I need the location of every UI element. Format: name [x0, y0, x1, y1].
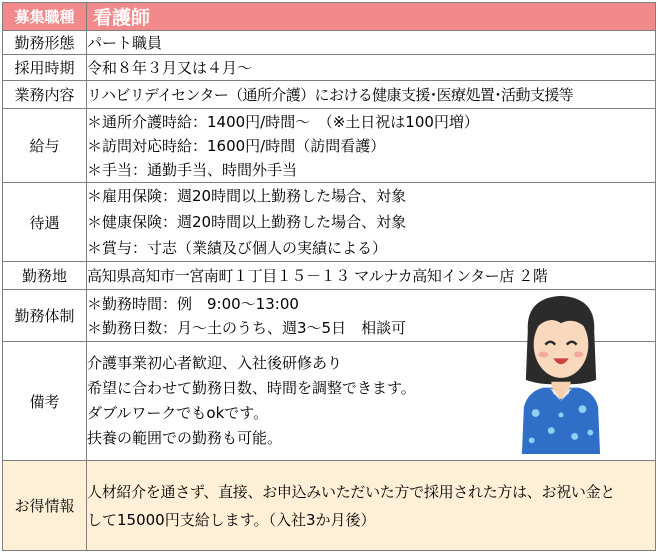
schedule-label: 勤務体制	[3, 290, 87, 342]
benefits-label: 待遇	[3, 183, 87, 262]
location-value: 高知県高知市一宮南町１丁目１５－１３ マルナカ高知インター店 ２階	[87, 262, 656, 290]
salary-line: ＊通所介護時給：1400円/時間～ （※土日祝は100円増）	[87, 112, 479, 131]
job-type-row	[3, 3, 656, 31]
schedule-line: ＊勤務時間：例 9:00～13:00	[87, 294, 299, 313]
job-type-value: 看護師	[87, 3, 656, 31]
notes-line: ダブルワークでもokです。	[87, 404, 269, 422]
salary-value	[87, 109, 656, 183]
employment-type-label: 勤務形態	[3, 31, 87, 55]
notes-line: 介護事業初心者歓迎、入社後研修あり	[87, 354, 343, 372]
salary-line: ＊訪問対応時給：1600円/時間（訪問看護）	[87, 136, 386, 155]
benefits-line: ＊賞与：寸志（業績及び個人の実績による）	[87, 239, 388, 257]
benefits-value	[87, 183, 656, 262]
salary-line: ＊手当：通勤手当、時間外手当	[87, 160, 298, 179]
hiring-period-value: 令和８年３月又は４月～	[87, 55, 656, 81]
job-content-value: リハビリデイセンター（通所介護）における健康支援･医療処置･活動支援等	[87, 81, 656, 109]
notes-line: 希望に合わせて勤務日数、時間を調整できます。	[87, 379, 416, 397]
nurse-woman-icon	[512, 290, 610, 456]
job-type-label: 募集職種	[3, 3, 87, 31]
job-content-row	[3, 81, 656, 109]
benefits-row	[3, 183, 656, 262]
bonus-info-row	[3, 461, 656, 551]
notes-line: 扶養の範囲での勤務も可能。	[87, 429, 283, 447]
bonus-info-line: 人材紹介を通さず、直接、お申込みいただいた方で採用された方は、お祝い金と	[87, 482, 616, 501]
notes-label: 備考	[3, 342, 87, 461]
benefits-line: ＊雇用保険：週20時間以上勤務した場合、対象	[87, 187, 407, 205]
hiring-period-row	[3, 55, 656, 81]
job-table	[2, 2, 656, 551]
employment-type-value: パート職員	[87, 31, 656, 55]
bonus-info-value	[87, 461, 656, 551]
hiring-period-label: 採用時期	[3, 55, 87, 81]
location-label: 勤務地	[3, 262, 87, 290]
bonus-info-label: お得情報	[3, 461, 87, 551]
employment-type-row	[3, 31, 656, 55]
benefits-line: ＊健康保険：週20時間以上勤務した場合、対象	[87, 213, 407, 231]
schedule-line: ＊勤務日数：月～土のうち、週3～5日 相談可	[87, 318, 407, 337]
bonus-info-line: して15000円支給します。（入社3か月後）	[87, 510, 376, 529]
location-row	[3, 262, 656, 290]
salary-row	[3, 109, 656, 183]
job-content-label: 業務内容	[3, 81, 87, 109]
salary-label: 給与	[3, 109, 87, 183]
